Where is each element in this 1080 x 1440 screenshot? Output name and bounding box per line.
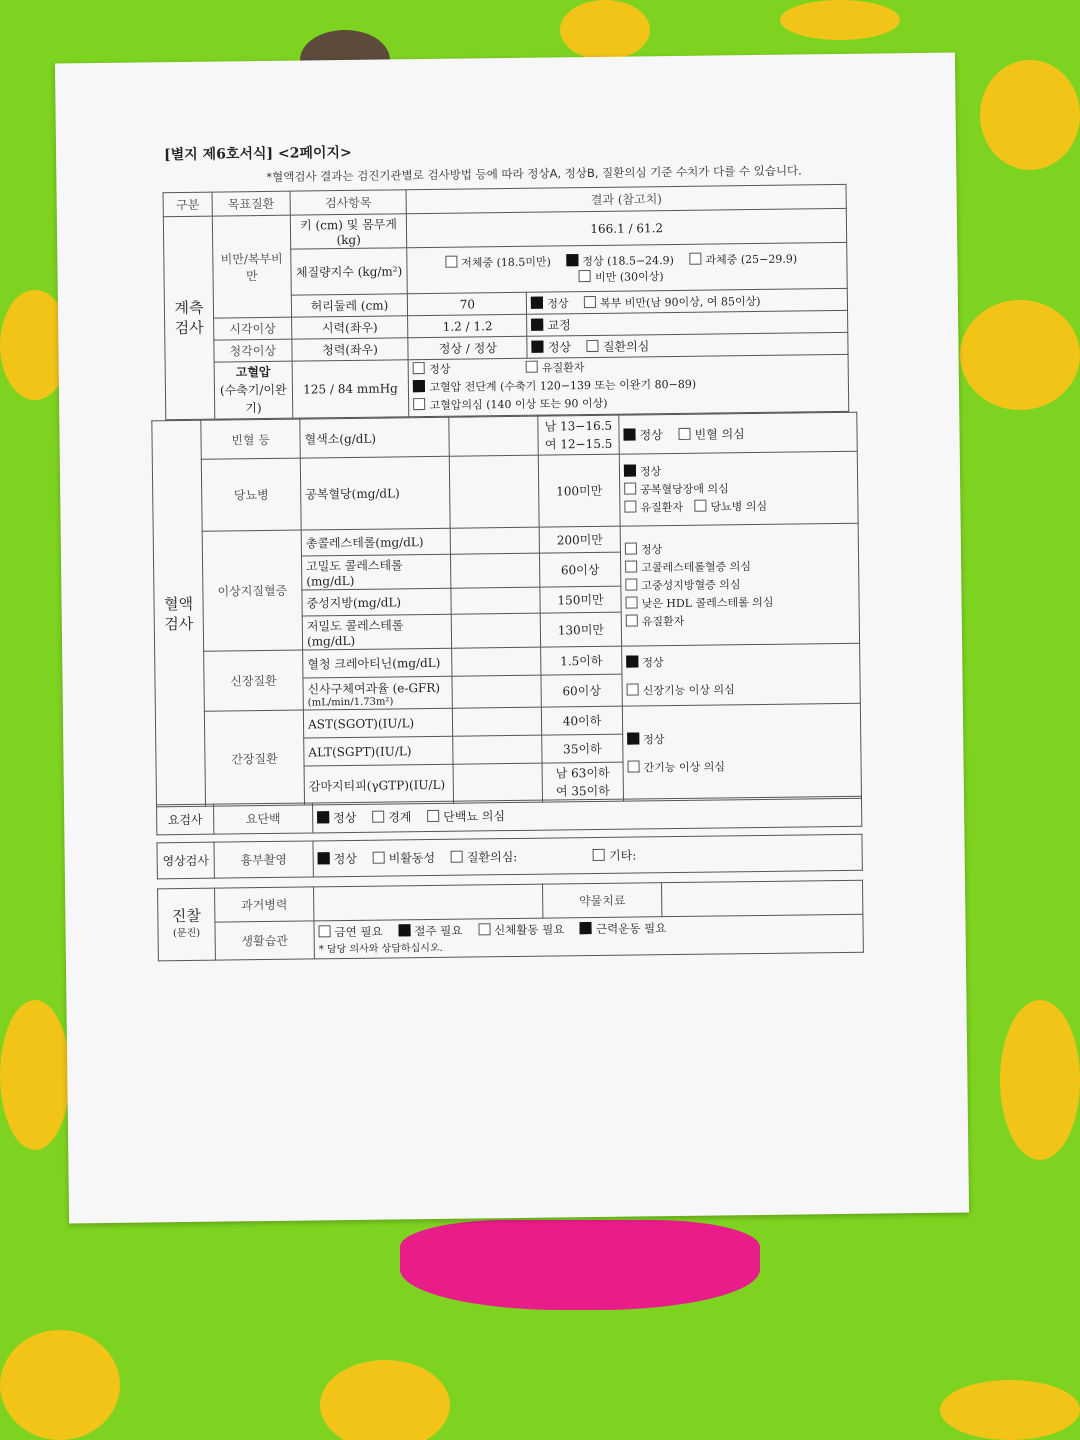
- bmi-options: 저체중 (18.5미만) 정상 (18.5−24.9) 과체중 (25−29.9) 비만 (30이상): [407, 242, 847, 293]
- target-obesity: 비만/복부비만: [212, 215, 291, 318]
- target-protein: 요단백: [214, 803, 313, 834]
- target-liver: 간장질환: [204, 710, 304, 806]
- urine-table: 요검사 요단백 정상 경계 단백뇨 의심: [156, 796, 862, 836]
- lipid-item: 총콜레스테롤(mg/dL): [301, 528, 450, 556]
- blood-test-note: *혈액검사 결과는 검진기관별로 검사방법 등에 따라 정상A, 정상B, 질환의심 기준 수치가 다를 수 있습니다.: [266, 163, 802, 184]
- lipid-patient-checkbox[interactable]: [626, 614, 638, 626]
- medication-field[interactable]: [662, 880, 863, 916]
- target-vision: 시각이상: [214, 317, 292, 340]
- consult-footnote: * 담당 의사와 상담하십시오.: [318, 942, 443, 956]
- imaging-inactive-checkbox[interactable]: [373, 852, 385, 864]
- height-weight-value: 166.1 / 61.2: [407, 208, 847, 247]
- medication-label: 약물치료: [543, 883, 662, 918]
- hearing-normal-checkbox[interactable]: [532, 341, 544, 353]
- bp-normal-checkbox[interactable]: [413, 362, 425, 374]
- diabetes-suspect-checkbox[interactable]: [694, 499, 706, 511]
- muscle-exercise-checkbox[interactable]: [580, 922, 592, 934]
- alt-label: ALT(SGPT)(IU/L): [304, 736, 453, 766]
- bmi-over-checkbox[interactable]: [689, 252, 701, 264]
- drink-less-checkbox[interactable]: [398, 924, 410, 936]
- kidney-normal-checkbox[interactable]: [626, 655, 638, 667]
- form-paper: [55, 53, 969, 1224]
- blood-test-table: 혈액검사 빈혈 등 혈색소(g/dL) 남 13−16.5 여 12−15.5 정상 빈혈 의심 당뇨병 공복혈당(mg/dL) 100미만 정상 공복혈당장애 의심 유질환자 당뇨병 의심 이상지질혈증 총콜레스테롤(mg/dL) 200미만 정상 고콜레스테롤혈증 의심 고중성지방혈증 의심 낮은 HDL 콜레스테롤 의심 유질환자 고밀도 콜레스테롤(mg/dL) 60이상 중성지방(mg/dL) 150미만 저밀도 콜레스테롤(mg/dL) 130미만 신장질환 혈청 크레아티닌(mg/dL) 1.5이하 정상 신장기능 이상 의심 신사구체여과율 (e-GFR) (mL/min/1.73m²) 60이상 간장질환 AST(SGOT)(IU/L) 40이하 정상 간기능 이상 의심 ALT(SGPT)(IU/L) 35이하 감마지티피(γGTP)(IU/L) 남 63이하 여 35이하: [151, 412, 862, 808]
- diabetes-impaired-checkbox[interactable]: [624, 482, 636, 494]
- diabetes-patient-checkbox[interactable]: [624, 500, 636, 512]
- waist-abdominal-checkbox[interactable]: [584, 295, 596, 307]
- target-chest: 흉부촬영: [214, 841, 313, 878]
- hemoglobin-label: 혈색소(g/dL): [300, 417, 449, 458]
- measurement-table: 구분 목표질환 검사항목 결과 (참고치) 계측검사 비만/복부비만 키 (cm) 및 몸무게 (kg) 166.1 / 61.2 체질량지수 (kg/m²) 저체중 (18.5미만) 정상 (18.5−24.9) 과체중 (25−29.9) 비만 (30이상) 허리둘레 (cm) 70 정상 복부 비만(남 90이상, 여 85이상) 시각이상 시력(좌우) 1.2 / 1.2 교정 청각이상 청력(좌우) 정상 / 정상 정상 질환의심 고혈압 (수축기/이완기) 125 / 84 mmHg 정상 유질환자 고혈압 전단계 (수축기 120−139 또는 이완기 80−89) 고혈압의심 (140 이상 또는 90 이상): [163, 184, 850, 420]
- hearing-value: 정상 / 정상: [408, 336, 527, 359]
- form-title: [별지 제6호서식] <2페이지>: [163, 144, 352, 164]
- lipid-item: 고밀도 콜레스테롤(mg/dL): [301, 554, 450, 590]
- lipid-chol-checkbox[interactable]: [625, 560, 637, 572]
- anemia-suspect-checkbox[interactable]: [678, 427, 690, 439]
- anemia-normal-checkbox[interactable]: [623, 428, 635, 440]
- liver-normal-checkbox[interactable]: [627, 732, 639, 744]
- past-history-label: 과거병력: [215, 887, 314, 922]
- hearing-suspect-checkbox[interactable]: [587, 340, 599, 352]
- ast-label: AST(SGOT)(IU/L): [303, 708, 452, 738]
- waist-label: 허리둘레 (cm): [291, 294, 408, 317]
- section-exam: 진찰: [171, 906, 201, 925]
- vision-value: 1.2 / 1.2: [408, 314, 527, 337]
- section-urine: 요검사: [157, 804, 214, 835]
- egfr-label: 신사구체여과율 (e-GFR): [307, 680, 441, 697]
- bp-pre-checkbox[interactable]: [413, 380, 425, 392]
- lipid-item: 중성지방(mg/dL): [302, 588, 451, 616]
- bmi-obese-checkbox[interactable]: [579, 270, 591, 282]
- liver-suspect-checkbox[interactable]: [628, 760, 640, 772]
- target-lipid: 이상지질혈증: [202, 530, 302, 651]
- glucose-ref: 100미만: [538, 454, 620, 527]
- quit-smoking-checkbox[interactable]: [318, 925, 330, 937]
- past-history-field[interactable]: [314, 884, 543, 921]
- urine-border-checkbox[interactable]: [372, 811, 384, 823]
- lipid-normal-checkbox[interactable]: [625, 542, 637, 554]
- kidney-suspect-checkbox[interactable]: [627, 683, 639, 695]
- urine-suspect-checkbox[interactable]: [427, 810, 439, 822]
- target-kidney: 신장질환: [204, 650, 304, 711]
- col-category: 구분: [163, 192, 212, 217]
- imaging-table: 영상검사 흉부촬영 정상 비활동성 질환의심: 기타:: [156, 834, 862, 880]
- bmi-label: 체질량지수 (kg/m²): [290, 248, 407, 295]
- urine-normal-checkbox[interactable]: [317, 811, 329, 823]
- waist-normal-checkbox[interactable]: [531, 296, 543, 308]
- exam-table: 진찰 (문진) 과거병력 약물치료 생활습관 금연 필요 절주 필요 신체활동 필요 근력운동 필요 * 담당 의사와 상담하십시오.: [157, 880, 864, 962]
- section-blood: 혈액검사: [152, 420, 206, 807]
- ggt-label: 감마지티피(γGTP)(IU/L): [304, 764, 453, 805]
- creatinine-label: 혈청 크레아티닌(mg/dL): [303, 648, 452, 678]
- target-anemia: 빈혈 등: [201, 419, 300, 459]
- vision-correction-checkbox[interactable]: [532, 319, 544, 331]
- lipid-tg-checkbox[interactable]: [625, 578, 637, 590]
- col-item: 검사항목: [290, 190, 407, 215]
- waist-value: 70: [408, 292, 527, 315]
- col-target: 목표질환: [212, 191, 290, 216]
- glucose-label: 공복혈당(mg/dL): [300, 456, 450, 530]
- imaging-suspect-checkbox[interactable]: [451, 851, 463, 863]
- activity-checkbox[interactable]: [478, 923, 490, 935]
- bmi-under-checkbox[interactable]: [445, 255, 457, 267]
- col-result: 결과 (참고치): [406, 184, 846, 213]
- lipid-item: 저밀도 콜레스테롤(mg/dL): [302, 614, 451, 650]
- vision-label: 시력(좌우): [291, 316, 408, 339]
- target-diabetes: 당뇨병: [201, 458, 301, 531]
- hearing-label: 청력(좌우): [292, 338, 409, 361]
- lipid-hdl-checkbox[interactable]: [625, 596, 637, 608]
- bmi-normal-checkbox[interactable]: [566, 254, 578, 266]
- bp-patient-checkbox[interactable]: [526, 361, 538, 373]
- diabetes-normal-checkbox[interactable]: [624, 464, 636, 476]
- bp-suspect-checkbox[interactable]: [414, 398, 426, 410]
- section-measurement: 계측검사: [163, 216, 214, 420]
- lifestyle-label: 생활습관: [215, 921, 314, 960]
- imaging-other-checkbox[interactable]: [593, 849, 605, 861]
- bp-value: 125 / 84 mmHg: [292, 360, 409, 418]
- target-blood-pressure: 고혈압 (수축기/이완기): [214, 361, 292, 419]
- imaging-normal-checkbox[interactable]: [318, 852, 330, 864]
- target-hearing: 청각이상: [214, 339, 292, 362]
- section-imaging: 영상검사: [157, 842, 214, 879]
- height-weight-label: 키 (cm) 및 몸무게 (kg): [290, 214, 407, 249]
